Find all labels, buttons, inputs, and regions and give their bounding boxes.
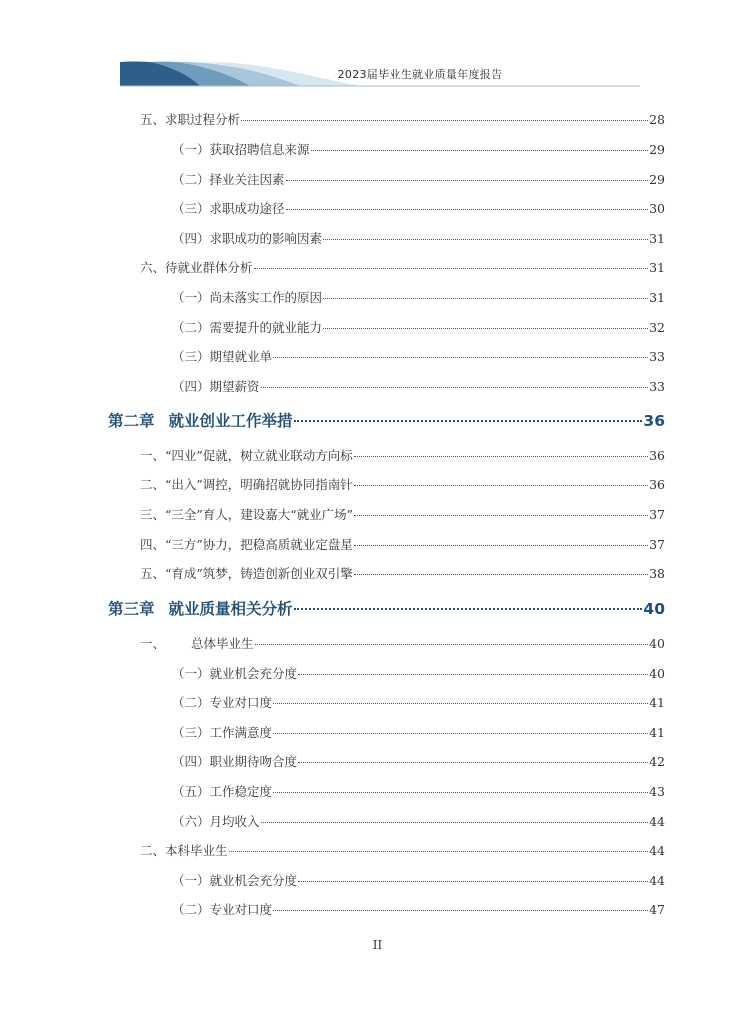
toc-entry[interactable] [172, 782, 665, 800]
toc-entry-page: 31 [649, 231, 665, 246]
toc-entry[interactable] [172, 347, 665, 365]
toc-leader-dots [261, 822, 649, 823]
toc-entry-page: 31 [649, 290, 665, 305]
toc-chapter-entry[interactable] [108, 597, 665, 619]
toc-entry[interactable] [172, 871, 665, 889]
toc-leader-dots [254, 268, 649, 269]
toc-leader-dots [273, 357, 648, 358]
toc-leader-dots [273, 910, 648, 911]
toc-entry[interactable] [140, 841, 665, 859]
toc-entry-label: （五）工作稳定度 [172, 784, 273, 799]
toc-leader-dots [354, 545, 648, 546]
toc-entry-page: 33 [649, 379, 665, 394]
toc-entry-page: 36 [649, 448, 665, 463]
toc-leader-dots [354, 456, 648, 457]
toc-entry-page: 37 [649, 537, 665, 552]
toc-entry[interactable] [172, 229, 665, 247]
toc-leader-dots [298, 674, 648, 675]
toc-entry-label: （二）需要提升的就业能力 [172, 320, 323, 335]
toc-entry-label: （一）获取招聘信息来源 [172, 142, 310, 157]
toc-entry[interactable] [172, 199, 665, 217]
toc-entry[interactable] [140, 475, 665, 493]
toc-entry-label: （一）就业机会充分度 [172, 873, 298, 888]
toc-leader-dots [229, 851, 649, 852]
toc-leader-dots [273, 703, 648, 704]
toc-entry-page: 41 [649, 695, 665, 710]
toc-entry-page: 38 [649, 566, 665, 581]
toc-chapter-entry[interactable] [108, 409, 665, 431]
toc-entry-label-secondary: 总体毕业生 [191, 636, 254, 651]
toc-entry-page: 28 [649, 112, 665, 127]
toc-leader-dots [241, 120, 648, 121]
toc-entry[interactable] [172, 900, 665, 918]
toc-entry-page: 41 [649, 725, 665, 740]
toc-entry-label: （四）期望薪资 [172, 379, 260, 394]
toc-entry-label: （一）尚未落实工作的原因 [172, 290, 323, 305]
toc-entry-page: 44 [649, 814, 665, 829]
toc-leader-dots [294, 608, 643, 610]
toc-entry[interactable] [172, 752, 665, 770]
toc-leader-dots [261, 387, 649, 388]
toc-entry[interactable] [172, 288, 665, 306]
toc-entry-page: 44 [649, 843, 665, 858]
toc-entry-page: 40 [643, 600, 665, 618]
toc-leader-dots [354, 515, 648, 516]
toc-entry-label: 四、“三方”协力，把稳高质就业定盘星 [140, 537, 353, 552]
toc-leader-dots [311, 150, 649, 151]
toc-entry[interactable] [172, 723, 665, 741]
toc-entry-page: 36 [649, 477, 665, 492]
toc-leader-dots [298, 881, 648, 882]
toc-entry[interactable] [140, 535, 665, 553]
toc-leader-dots [323, 328, 648, 329]
toc-entry-page: 40 [649, 636, 665, 651]
toc-leader-dots [298, 762, 648, 763]
toc-entry-page: 31 [649, 260, 665, 275]
toc-entry[interactable] [172, 377, 665, 395]
toc-entry-label: 二、本科毕业生 [140, 843, 228, 858]
toc-entry-page: 29 [649, 142, 665, 157]
toc-leader-dots [286, 180, 649, 181]
toc-entry-page: 47 [649, 902, 665, 917]
toc-entry-label: （三）工作满意度 [172, 725, 273, 740]
toc-entry-label: 三、“三全”育人，建设嘉大“就业广场” [140, 507, 354, 522]
toc-entry[interactable] [172, 140, 665, 158]
toc-entry-page: 32 [649, 320, 665, 335]
toc-leader-dots [294, 420, 643, 422]
header-title: 2023届毕业生就业质量年度报告 [337, 68, 503, 81]
toc-entry-label: （三）求职成功途径 [172, 201, 285, 216]
toc-entry[interactable] [140, 505, 665, 523]
toc-entry[interactable] [172, 812, 665, 830]
toc-entry-page: 36 [643, 412, 665, 430]
toc-entry-label: （二）择业关注因素 [172, 172, 285, 187]
toc-entry[interactable] [172, 664, 665, 682]
toc-leader-dots [255, 644, 649, 645]
toc-entry[interactable] [172, 693, 665, 711]
toc-leader-dots [323, 239, 648, 240]
toc-chapter-number: 第二章 [108, 412, 155, 430]
toc-entry-label: （六）月均收入 [172, 814, 260, 829]
toc-leader-dots [286, 209, 649, 210]
toc-entry-label: （四）求职成功的影响因素 [172, 231, 323, 246]
toc-entry-page: 30 [649, 201, 665, 216]
toc-entry-page: 40 [649, 666, 665, 681]
toc-entry[interactable] [140, 564, 665, 582]
toc-entry-label: （二）专业对口度 [172, 695, 273, 710]
toc-entry-label: （二）专业对口度 [172, 902, 273, 917]
toc-entry-page: 37 [649, 507, 665, 522]
toc-entry[interactable] [172, 170, 665, 188]
toc-entry-label: （三）期望就业单 [172, 349, 273, 364]
toc-entry-page: 43 [649, 784, 665, 799]
toc-chapter-title: 就业创业工作举措 [168, 412, 293, 430]
toc-entry-page: 29 [649, 172, 665, 187]
toc-chapter-number: 第三章 [108, 600, 155, 618]
toc-entry[interactable] [140, 258, 665, 276]
toc-entry-label: （一）就业机会充分度 [172, 666, 298, 681]
toc-entry-label: （四）职业期待吻合度 [172, 754, 298, 769]
toc-entry[interactable] [140, 446, 665, 464]
toc-entry-label: 五、求职过程分析 [140, 112, 241, 127]
toc-entry-label: 五、“育成”筑梦，铸造创新创业双引擎 [140, 566, 353, 581]
toc-leader-dots [354, 485, 648, 486]
toc-entry[interactable] [140, 634, 665, 652]
toc-entry-label: 一、 [140, 636, 166, 651]
toc-entry-label: 六、待就业群体分析 [140, 260, 253, 275]
toc-entry-page: 33 [649, 349, 665, 364]
toc-entry-page: 44 [649, 873, 665, 888]
toc-leader-dots [273, 792, 648, 793]
toc-chapter-title: 就业质量相关分析 [168, 600, 293, 618]
toc-entry-page: 42 [649, 754, 665, 769]
toc-leader-dots [273, 733, 648, 734]
page-number: II [372, 938, 383, 952]
toc-entry[interactable] [172, 318, 665, 336]
toc-entry-label: 二、“出入”调控，明确招就协同指南针 [140, 477, 353, 492]
toc-entry-label: 一、“四业”促就，树立就业联动方向标 [140, 448, 353, 463]
toc-entry[interactable] [140, 110, 665, 128]
toc-leader-dots [354, 574, 648, 575]
toc-leader-dots [323, 298, 648, 299]
